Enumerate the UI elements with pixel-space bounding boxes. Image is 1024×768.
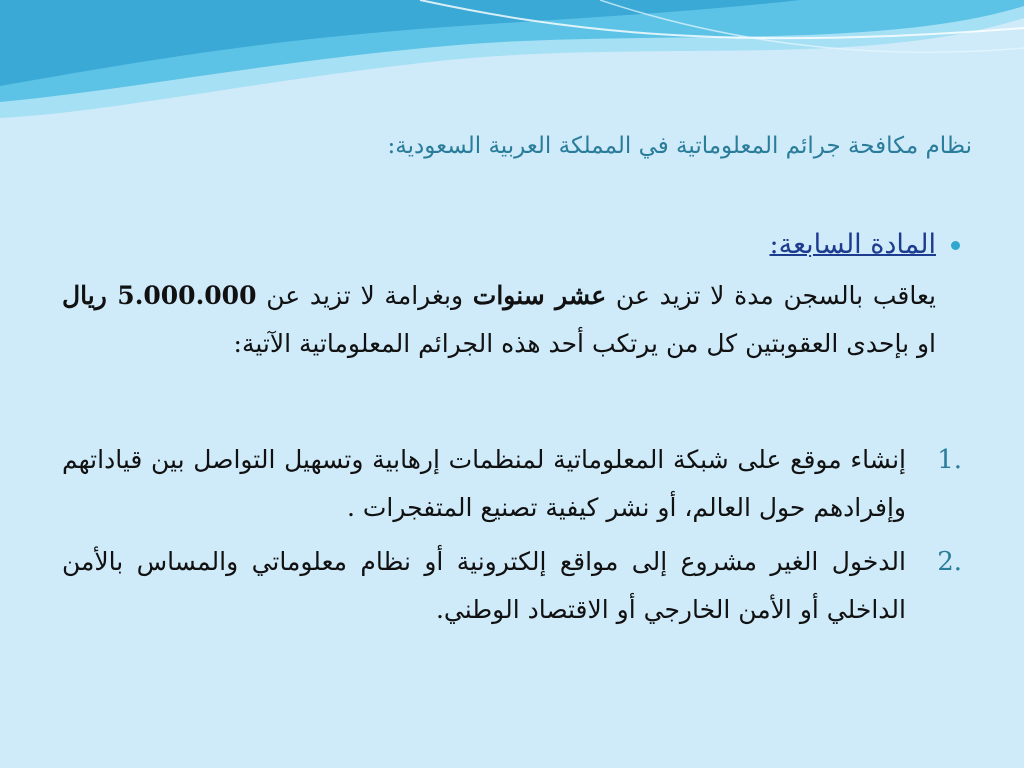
article-paragraph	[62, 272, 936, 368]
bullet-dot-icon	[951, 241, 960, 250]
paragraph-text-1: يعاقب بالسجن مدة لا تزيد عن	[606, 281, 936, 310]
paragraph-bold-duration: عشر سنوات	[472, 281, 607, 310]
paragraph-text-3: او بإحدى العقوبتين كل من يرتكب أحد هذه الجرائم المعلوماتية الآتية:	[233, 329, 936, 358]
list-item-number: 2.	[937, 547, 962, 577]
list-item-text: إنشاء موقع على شبكة المعلوماتية لمنظمات إرهابية وتسهيل التواصل بين قياداتهم وإفرادهم حول العالم، أو نشر كيفية تصنيع المتفجرات .	[62, 445, 906, 522]
list-item	[62, 436, 962, 532]
list-item-number: 1.	[937, 445, 962, 475]
article-heading-block	[62, 225, 936, 265]
article-heading: المادة السابعة:	[769, 229, 936, 260]
paragraph-text-2: وبغرامة لا تزيد عن	[256, 281, 473, 310]
list-item	[62, 538, 962, 634]
header-waves-decoration	[0, 0, 1024, 130]
list-item-text: الدخول الغير مشروع إلى مواقع إلكترونية أو نظام معلوماتي والمساس بالأمن الداخلي أو الأمن الخارجي أو الاقتصاد الوطني.	[62, 547, 906, 624]
paragraph-bold-amount: 5.000.000 ريال	[62, 281, 257, 310]
slide-title: نظام مكافحة جرائم المعلوماتية في المملكة العربية السعودية:	[387, 133, 972, 159]
numbered-list	[62, 436, 962, 640]
